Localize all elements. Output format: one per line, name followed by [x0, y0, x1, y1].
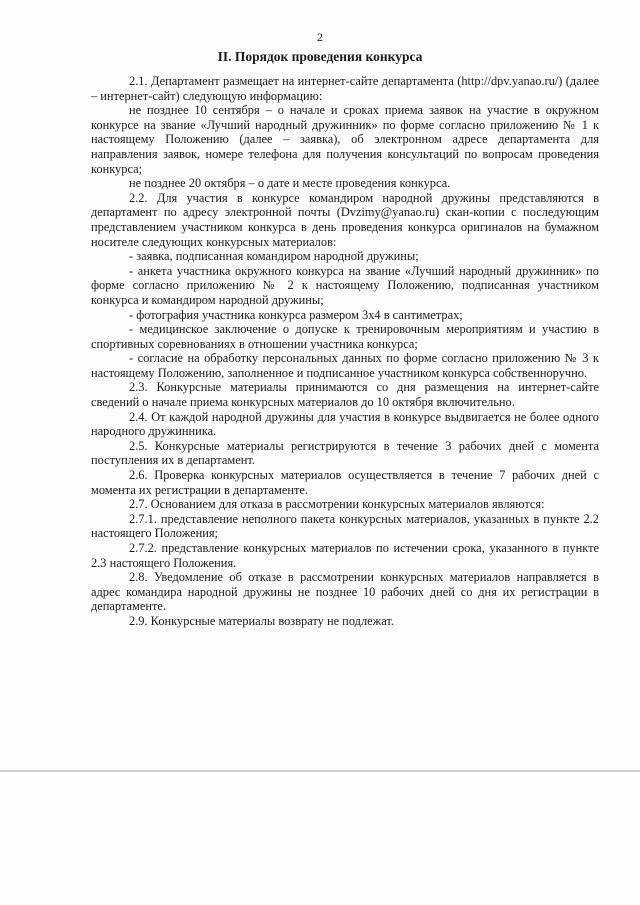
paragraph: 2.8. Уведомление об отказе в рассмотрении конкурсных материалов направляется в адрес командира народной дружины не позднее 10 рабочих дней со дня их регистрации в департаменте.	[91, 570, 599, 614]
paragraph: 2.7.2. представление конкурсных материалов по истечении срока, указанного в пункте 2.3 настоящего Положения.	[91, 541, 599, 570]
paragraph: 2.7. Основанием для отказа в рассмотрении конкурсных материалов являются:	[129, 497, 545, 512]
paragraph: 2.4. От каждой народной дружины для участия в конкурсе выдвигается не более одного народного дружинника.	[91, 409, 599, 439]
document-body	[91, 74, 599, 629]
scan-edge-divider	[0, 770, 640, 772]
paragraph: 2.3. Конкурсные материалы принимаются со дня размещения на интернет-сайте сведений о начале приема конкурсных материалов до 10 октября включительно.	[91, 380, 599, 410]
list-item: - фотография участника конкурса размером 3х4 в сантиметрах;	[129, 307, 463, 322]
page-number: 2	[317, 30, 323, 44]
list-item: - медицинское заключение о допуске к тренировочным мероприятиям и участию в спортивных соревнованиях в отношении участника конкурса;	[91, 322, 599, 351]
paragraph: не позднее 20 октября – о дате и месте проведения конкурса.	[129, 176, 451, 191]
paragraph: 2.9. Конкурсные материалы возврату не подлежат.	[129, 613, 394, 628]
list-item: - анкета участника окружного конкурса на звание «Лучший народный дружинник» по форме согласно приложению № 2 к настоящему Положению, подписанная участником конкурса и командиром народной дружины;	[91, 263, 599, 307]
list-item: - заявка, подписанная командиром народной дружины;	[129, 249, 419, 264]
paragraph: 2.1. Департамент размещает на интернет-сайте департамента (http://dpv.yanao.ru/) (далее – интернет-сайт) следующую информацию:	[91, 74, 599, 103]
paragraph: 2.2. Для участия в конкурсе командиром народной дружины представляются в департамент по адресу электронной почты (Dvzimy@yanao.ru) скан-копии с последующим представлением участником конкурса в день проведения конкурса оригиналов на бумажном носителе следующих конкурсных материалов:	[91, 190, 599, 249]
paragraph: 2.7.1. представление неполного пакета конкурсных материалов, указанных в пункте 2.2 настоящего Положения;	[91, 511, 599, 541]
paragraph: 2.5. Конкурсные материалы регистрируются в течение 3 рабочих дней с момента поступления их в департамент.	[91, 438, 599, 468]
section-title: II. Порядок проведения конкурса	[217, 49, 423, 64]
paragraph: 2.6. Проверка конкурсных материалов осуществляется в течение 7 рабочих дней с момента их регистрации в департаменте.	[91, 468, 599, 497]
paragraph: не позднее 10 сентября – о начале и сроках приема заявок на участие в окружном конкурсе на звание «Лучший народный дружинник» по форме согласно приложению № 1 к настоящему Положению (далее – заявка), об электронном адресе департамента для направления заявок, номере телефона для получения консультаций по вопросам проведения конкурса;	[91, 103, 599, 176]
list-item: - согласие на обработку персональных данных по форме согласно приложению № 3 к настоящему Положению, заполненное и подписанное участником конкурса собственноручно.	[91, 351, 599, 380]
